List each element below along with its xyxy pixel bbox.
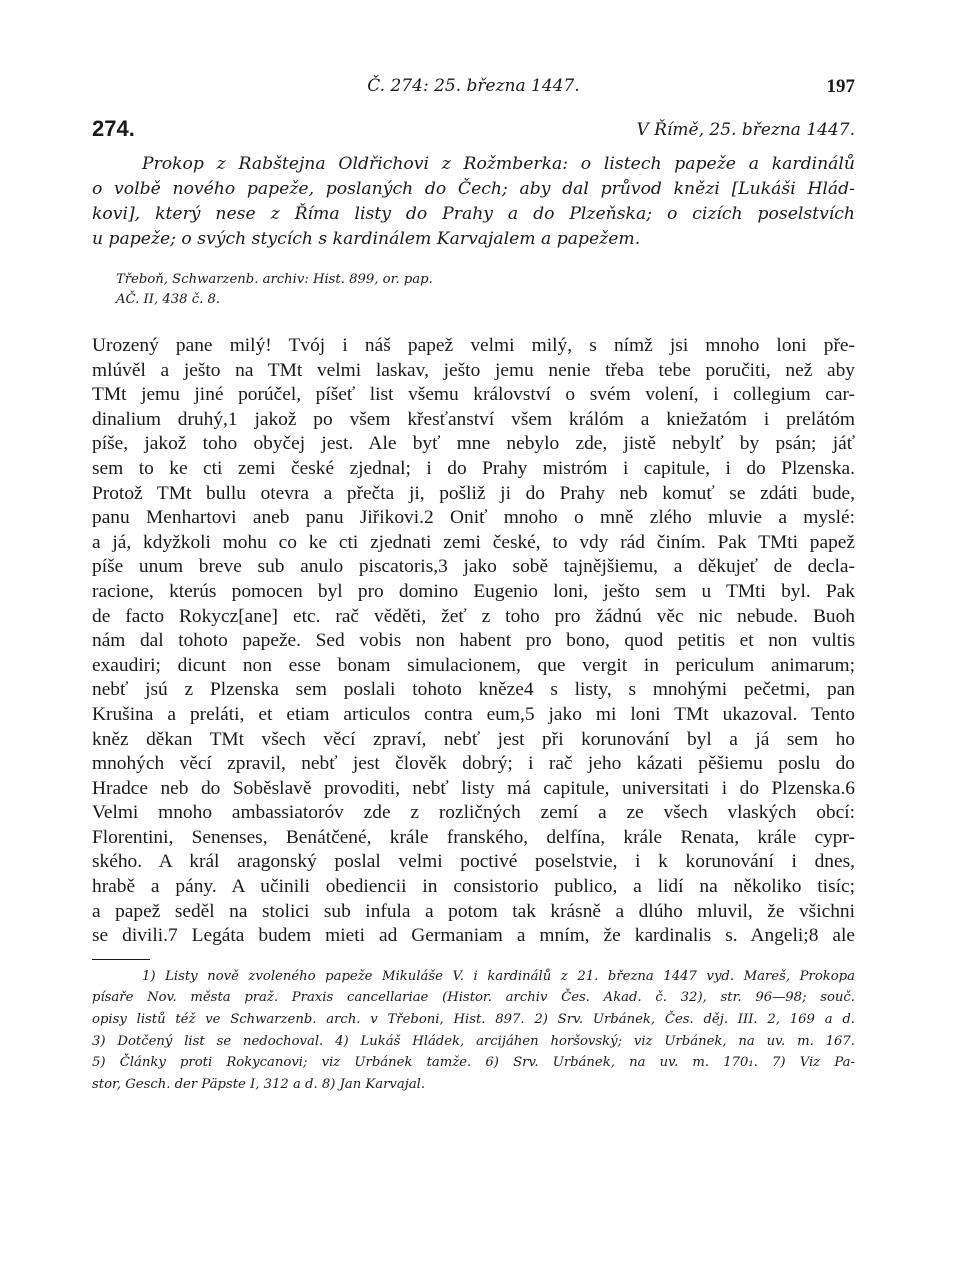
body-line: exaudiri; dicunt non esse bonam simulacionem, que vergit in periculum animarum;	[92, 654, 855, 676]
running-head-title: Č. 274: 25. března 1447.	[367, 76, 580, 96]
page-number: 197	[826, 76, 855, 97]
document-number: 274.	[92, 116, 135, 141]
footnotes	[92, 966, 855, 1096]
body-line: a papež seděl na stolici sub infula a potom tak krásně a dlúho mluvil, že všichni	[92, 900, 855, 922]
body-line: sem to ke cti zemi české zjednal; i do Prahy mistróm i capitule, i do Plzenska.	[92, 457, 855, 479]
footnote-line: 5) Články proti Rokycanovi; viz Urbánek tamže. 6) Srv. Urbánek, na uv. m. 170₁. 7) Viz Pa-	[92, 1055, 855, 1071]
body-line: Protož TMt bullu otevra a přečta ji, pošliž ji do Prahy neb komuť se zdáti bude,	[92, 482, 855, 504]
body-line: nebť jsú z Plzenska sem poslali tohoto kněze4 s listy, s mnohými pečetmi, pan	[92, 679, 855, 701]
body-line: TMt jemu jiné porúčel, píšeť list všemu království o svém volení, i collegium car-	[92, 384, 855, 406]
body-line: a já, kdyžkoli mohu co ke cti zjednati zemi české, to vdy rád činím. Pak TMti papež	[92, 531, 855, 553]
regest-line: kovi], který nese z Říma listy do Prahy a do Plzeňska; o cizích poselstvích	[92, 204, 855, 224]
body-line: ského. A král aragonský poslal velmi poctivé poselstvie, i k korunování i dnes,	[92, 851, 855, 873]
body-line: Krušina a preláti, et etiam articulos contra eum,5 jako mi loni TMt ukazoval. Tento	[92, 703, 855, 725]
body-line: píše unum breve sub anulo piscatoris,3 jako sobě tajnějšiemu, a děkujeť de decla-	[92, 556, 855, 578]
body-line: nám dal tohoto papeže. Sed vobis non habent pro bono, quod petitis et non vultis	[92, 630, 855, 652]
body-line: panu Menhartovi aneb panu Jiřikovi.2 Oniť mnoho o mně zlého mluvie a myslé:	[92, 507, 855, 529]
body-line: dinalium druhý,1 jakož po všem křesťanství všem králóm a kniežatóm i prelátóm	[92, 408, 855, 430]
body-line: hrabě a pány. A učinili obediencii in consistorio publico, a lidí na několiko tisíc;	[92, 876, 855, 898]
footnote-line: 1) Listy nově zvoleného papeže Mikuláše V. i kardinálů z 21. března 1447 vyd. Mareš, Prokopa	[142, 968, 855, 984]
regest-line: u papeže; o svých stycích s kardinálem Karvajalem a papežem.	[92, 229, 641, 249]
body-line: Hradce neb do Soběslavě provoditi, nebť listy má capitule, universitati i do Plzenska.6	[92, 777, 855, 799]
regest-line: Prokop z Rabštejna Oldřichovi z Rožmberka: o listech papeže a kardinálů	[142, 154, 855, 174]
body-line: Florentini, Senenses, Benátčené, krále franského, delfína, krále Renata, krále cypr-	[92, 826, 855, 848]
body-line: píše, jakož toho obyčej jest. Ale byť mne nebylo zde, jistě nebylť by psán; jáť	[92, 433, 855, 455]
document-page	[92, 68, 855, 1095]
body-line: Velmi mnoho ambassiatoróv zde z rozličných zemí a ze všech vlaských obcí:	[92, 802, 855, 824]
source-citation	[92, 270, 855, 310]
footnote-line: opisy listů též ve Schwarzenb. arch. v Třeboni, Hist. 897. 2) Srv. Urbánek, Čes. děj. III. 2, 169 a d.	[92, 1012, 855, 1028]
source-edition: AČ. II, 438 č. 8.	[116, 292, 221, 307]
body-line: racione, kterús pomocen byl pro domino Eugenio loni, ješto sem u TMti byl. Pak	[92, 580, 855, 602]
footnote-line: písaře Nov. města praž. Praxis cancellariae (Histor. archiv Čes. Akad. č. 32), str. 96—98; souč.	[92, 990, 855, 1006]
regest-line: o volbě nového papeže, poslaných do Čech; aby dal průvod knězi [Lukáši Hlád-	[92, 179, 855, 199]
document-place-date: V Římě, 25. března 1447.	[636, 120, 855, 140]
footnote-line: stor, Gesch. der Päpste I, 312 a d. 8) Jan Karvajal.	[92, 1076, 426, 1092]
footnote-divider	[92, 959, 150, 960]
source-archive: Třeboň, Schwarzenb. archiv: Hist. 899, or. pap.	[116, 272, 433, 287]
body-line: mnohých věcí zpravil, nebť jest člověk dobrý; i rač jeho kázati pěšiemu poslu do	[92, 753, 855, 775]
regest	[92, 152, 855, 252]
body-line: de facto Rokycz[ane] etc. rač věděti, žeť z toho pro žádnú věc nic nebude. Buoh	[92, 605, 855, 627]
body-line: se divili.7 Legáta budem mieti ad Germaniam a mním, že kardinalis s. Angeli;8 ale	[92, 925, 855, 947]
body-line: Urozený pane milý! Tvój i náš papež velmi milý, s nímž jsi mnoho loni pře-	[92, 335, 855, 356]
running-head	[92, 68, 855, 104]
footnote-line: 3) Dotčený list se nedochoval. 4) Lukáš Hládek, arcijáhen horšovský; viz Urbánek, na uv. m. 167.	[92, 1033, 855, 1049]
letter-body	[92, 334, 855, 949]
document-heading	[92, 106, 855, 152]
body-line: mlúvěl a ješto na TMt velmi laskav, ješto jemu nenie třeba tebe poručiti, než aby	[92, 359, 855, 381]
body-line: kněz děkan TMt všech věcí zpraví, nebť jest při korunování byl a já sem ho	[92, 728, 855, 750]
